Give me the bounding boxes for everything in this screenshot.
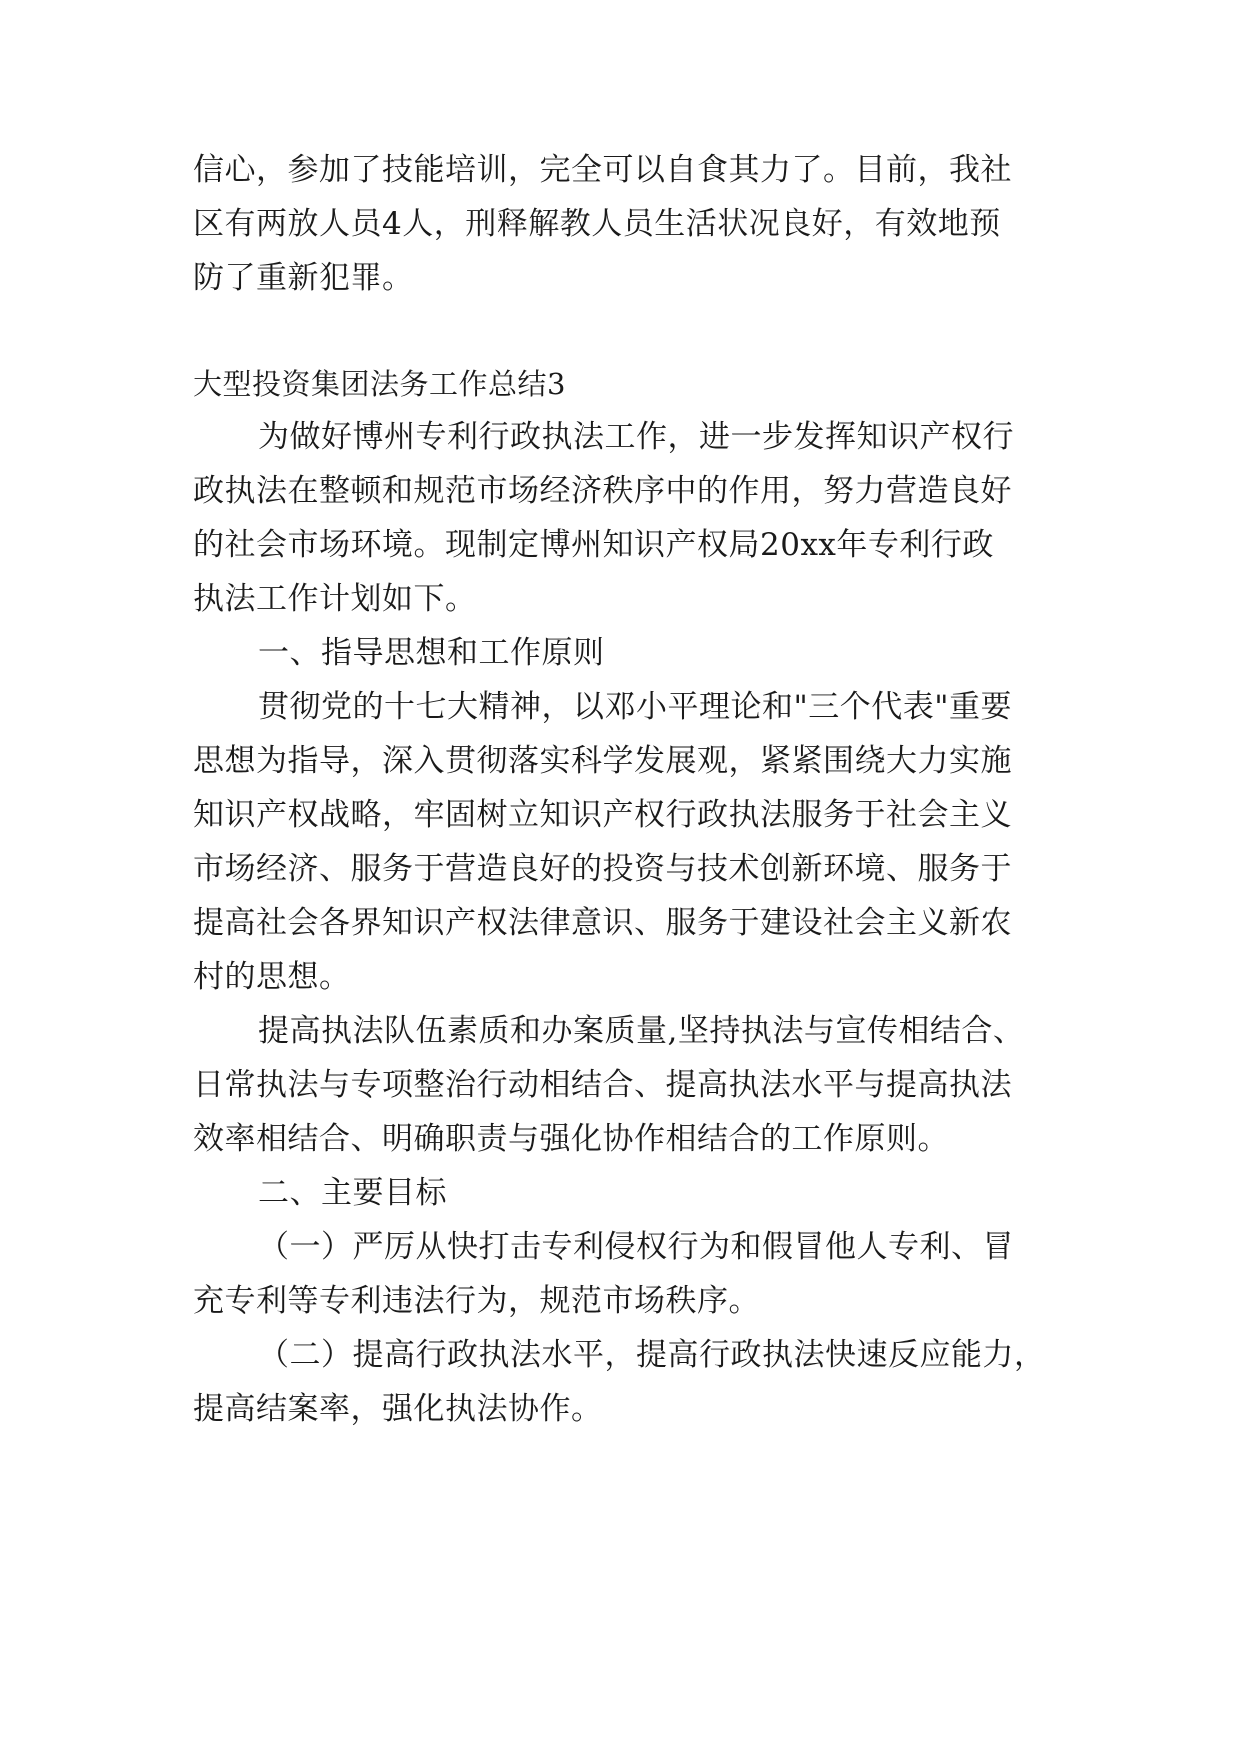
paragraph-line: 防了重新犯罪。 [193,260,414,296]
subheading: 一、指导思想和工作原则 [258,635,605,671]
subheading: 二、主要目标 [258,1175,447,1211]
paragraph-line: （一）严厉从快打击专利侵权行为和假冒他人专利、冒 [258,1229,1014,1265]
paragraph-line: 的社会市场环境。现制定博州知识产权局20xx年专利行政 [193,527,994,563]
paragraph-line: 日常执法与专项整治行动相结合、提高执法水平与提高执法 [193,1067,1012,1103]
paragraph-line: 村的思想。 [193,959,351,995]
paragraph-line: 信心，参加了技能培训，完全可以自食其力了。目前，我社 [193,152,1012,188]
paragraph-line: 执法工作计划如下。 [193,581,477,617]
section-title: 大型投资集团法务工作总结3 [193,367,566,401]
paragraph-line: （二）提高行政执法水平，提高行政执法快速反应能力， [258,1337,1046,1373]
paragraph-line: 效率相结合、明确职责与强化协作相结合的工作原则。 [193,1121,949,1157]
paragraph-line: 提高执法队伍素质和办案质量,坚持执法与宣传相结合、 [258,1013,1025,1049]
paragraph-line: 提高社会各界知识产权法律意识、服务于建设社会主义新农 [193,905,1012,941]
paragraph-line: 思想为指导，深入贯彻落实科学发展观，紧紧围绕大力实施 [193,743,1012,779]
paragraph-line: 贯彻党的十七大精神，以邓小平理论和"三个代表"重要 [258,689,1013,725]
paragraph-line: 为做好博州专利行政执法工作，进一步发挥知识产权行 [258,419,1014,455]
paragraph-line: 区有两放人员4人，刑释解教人员生活状况良好，有效地预 [193,206,1001,242]
paragraph-line: 政执法在整顿和规范市场经济秩序中的作用，努力营造良好 [193,473,1012,509]
paragraph-line: 充专利等专利违法行为，规范市场秩序。 [193,1283,760,1319]
paragraph-line: 提高结案率，强化执法协作。 [193,1391,603,1427]
paragraph-line: 知识产权战略，牢固树立知识产权行政执法服务于社会主义 [193,797,1012,833]
paragraph-line: 市场经济、服务于营造良好的投资与技术创新环境、服务于 [193,851,1012,887]
